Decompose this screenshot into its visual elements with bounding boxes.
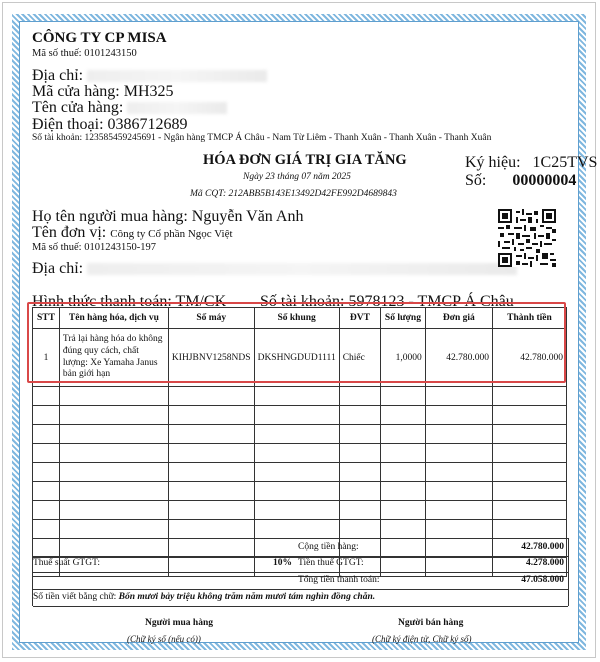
buyer-payment: Hình thức thanh toán: TM/CK xyxy=(32,293,227,310)
cell-engine: KIHJBNV1258NDS xyxy=(168,329,254,387)
amount-in-words: Số tiền viết bằng chữ: Bốn mươi bảy triệu không trăm năm mươi tám nghìn đồng chẵn. xyxy=(33,592,376,602)
cell-unit: Chiếc xyxy=(339,329,380,387)
subtotal-value: 42.780.000 xyxy=(521,542,564,552)
cell-amount: 42.780.000 xyxy=(492,329,566,387)
vat-row xyxy=(33,555,568,573)
cell-frame: DKSHNGDUD1111 xyxy=(254,329,339,387)
seller-signature-title: Người bán hàng xyxy=(398,618,464,628)
invoice-number: Số: 00000004 xyxy=(465,172,577,189)
table-row xyxy=(33,329,567,387)
buyer-unit: Tên đơn vị: Công ty Cổ phần Ngọc Việt xyxy=(32,224,233,241)
subtotal-label: Cộng tiền hàng: xyxy=(298,542,359,552)
total-row xyxy=(33,572,568,590)
cell-stt: 1 xyxy=(33,329,60,387)
qr-code-icon xyxy=(498,209,556,267)
total-label: Tổng tiền thanh toán: xyxy=(298,575,380,585)
col-header-amount: Thành tiền xyxy=(492,308,566,329)
vat-label: Tiền thuế GTGT: xyxy=(298,558,364,568)
cell-price: 42.780.000 xyxy=(425,329,492,387)
seller-store-code: Mã cửa hàng: MH325 xyxy=(32,83,174,100)
invoice-symbol: Ký hiệu: 1C25TVS xyxy=(465,154,598,171)
col-header-name: Tên hàng hóa, dịch vụ xyxy=(59,308,168,329)
col-header-frame: Số khung xyxy=(254,308,339,329)
cell-name: Trả lại hàng hóa do không đúng quy cách, chất lượng: Xe Yamaha Janus bản giới hạn xyxy=(59,329,168,387)
seller-company: CÔNG TY CP MISA xyxy=(32,30,167,46)
words-row xyxy=(33,589,568,607)
buyer-name: Họ tên người mua hàng: Nguyễn Văn Anh xyxy=(32,208,304,225)
invoice-date: Ngày 23 tháng 07 năm 2025 xyxy=(243,172,351,182)
cell-qty: 1,0000 xyxy=(381,329,426,387)
total-value: 47.058.000 xyxy=(521,575,564,585)
col-header-price: Đơn giá xyxy=(425,308,492,329)
vat-value: 4.278.000 xyxy=(526,558,564,568)
seller-account: Số tài khoản: 123585459245691 - Ngân hàng TMCP Á Châu - Nam Từ Liêm - Thanh Xuân - Thanh Xuân - Thanh Xuân xyxy=(32,133,492,143)
seller-store-name: Tên cửa hàng: xyxy=(32,99,227,117)
vat-rate-value: 10% xyxy=(273,558,292,568)
col-header-engine: Số máy xyxy=(168,308,254,329)
buyer-account: Số tài khoản: 5978123 - TMCP Á Châu xyxy=(260,293,514,310)
invoice-cqt-code: Mã CQT: 212ABB5B143E13492D42FE992D4689843 xyxy=(190,189,397,199)
seller-tax-code: Mã số thuế: 0101243150 xyxy=(32,48,137,59)
seller-signature-note: (Chữ ký điện tử, Chữ ký số) xyxy=(372,634,472,644)
buyer-signature-note: (Chữ ký số (nếu có)) xyxy=(127,634,201,644)
col-header-unit: ĐVT xyxy=(339,308,380,329)
col-header-stt: STT xyxy=(33,308,60,329)
seller-address: Địa chỉ: xyxy=(32,67,267,85)
vat-rate-label: Thuế suất GTGT: xyxy=(33,558,101,568)
items-table xyxy=(32,307,567,577)
col-header-qty: Số lượng xyxy=(381,308,426,329)
table-header-row xyxy=(33,308,567,329)
seller-phone: Điện thoại: 0386712689 xyxy=(32,116,188,133)
buyer-address: Địa chỉ: xyxy=(32,260,517,278)
invoice-title: HÓA ĐƠN GIÁ TRỊ GIA TĂNG xyxy=(203,152,407,168)
buyer-tax-code: Mã số thuế: 0101243150-197 xyxy=(32,242,156,253)
buyer-signature-title: Người mua hàng xyxy=(145,618,213,628)
totals-block xyxy=(32,538,569,606)
